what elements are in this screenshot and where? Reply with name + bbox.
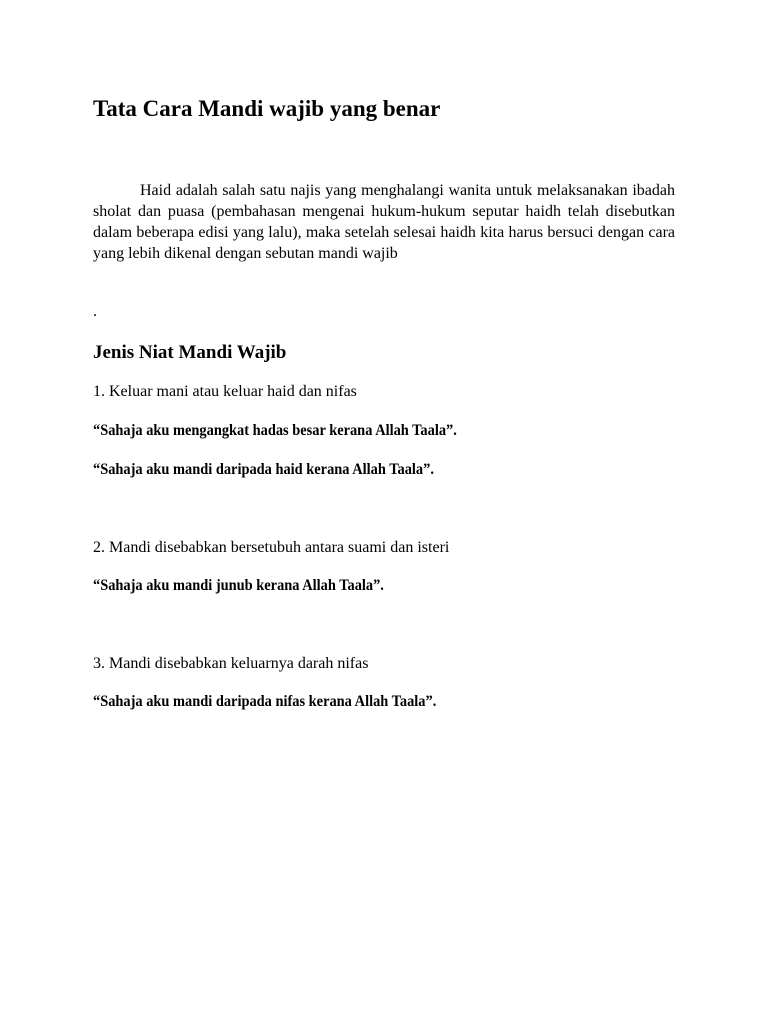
niat-text-1a bbox=[93, 421, 497, 441]
niat-quote: “Sahaja aku mandi daripada haid kerana Allah Taala”. bbox=[93, 461, 434, 478]
document-title: Tata Cara Mandi wajib yang benar bbox=[93, 96, 441, 121]
niat-text-2 bbox=[93, 576, 416, 596]
section-heading: Jenis Niat Mandi Wajib bbox=[93, 342, 287, 363]
niat-quote: “Sahaja aku mandi daripada nifas kerana Allah Taala”. bbox=[93, 693, 437, 710]
list-item-1-label: 1. Keluar mani atau keluar haid dan nifas bbox=[93, 383, 357, 400]
niat-quote: “Sahaja aku mengangkat hadas besar kerana Allah Taala”. bbox=[93, 422, 457, 439]
niat-quote: “Sahaja aku mandi junub kerana Allah Taala”. bbox=[93, 577, 384, 594]
intro-paragraph: Haid adalah salah satu najis yang menghalangi wanita untuk melaksanakan ibadah sholat dan puasa (pembahasan mengenai hukum-hukum seputar haidh telah disebutkan dalam beberapa edisi yang lalu), maka setelah selesai haidh kita harus bersuci dengan cara yang lebih dikenal dengan sebutan mandi wajib bbox=[93, 182, 675, 262]
niat-text-1b bbox=[93, 460, 472, 480]
niat-text-3 bbox=[93, 692, 474, 712]
list-item-3-label: 3. Mandi disebabkan keluarnya darah nifas bbox=[93, 655, 369, 672]
separator-dot: . bbox=[93, 303, 97, 320]
list-item-2-label: 2. Mandi disebabkan bersetubuh antara suami dan isteri bbox=[93, 539, 450, 556]
